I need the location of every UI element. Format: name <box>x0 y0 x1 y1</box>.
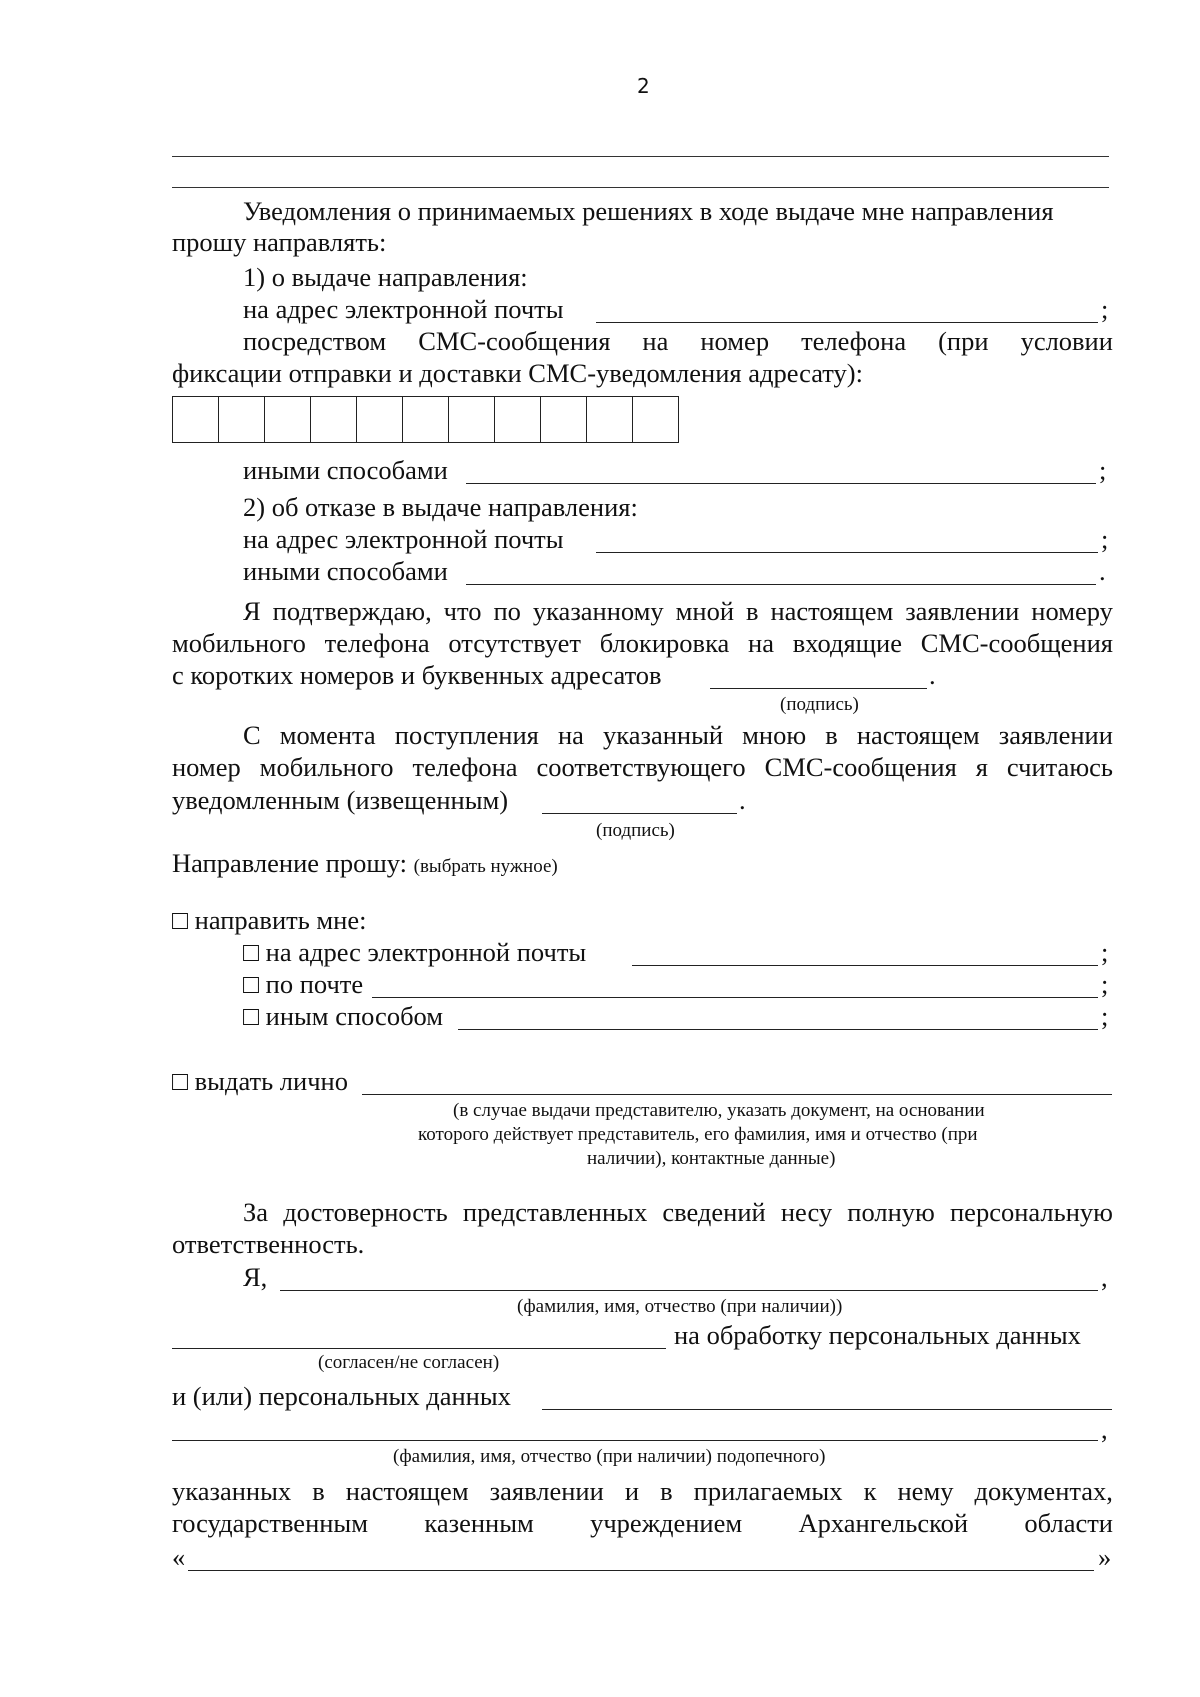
by-post-label: по почте <box>265 969 364 999</box>
word: в <box>312 1476 325 1506</box>
word: в <box>825 720 838 750</box>
word: (при <box>938 326 989 356</box>
moment-signature-caption: (подпись) <box>596 820 675 841</box>
comma: , <box>1101 1414 1108 1444</box>
consent-fio-field[interactable] <box>280 1290 1098 1291</box>
page-number: 2 <box>637 74 650 98</box>
word: телефона <box>801 326 907 356</box>
other-way-option[interactable] <box>243 1001 443 1032</box>
phone-digit-cell[interactable] <box>495 397 541 442</box>
confirm-line1 <box>243 596 1113 627</box>
semicolon: ; <box>1101 937 1109 967</box>
consent-ward-caption: (фамилия, имя, отчество (при наличии) подопечного) <box>393 1446 826 1467</box>
moment-line2 <box>172 752 1113 783</box>
word: на <box>642 326 669 356</box>
other-way-field[interactable] <box>458 1029 1098 1030</box>
institution-name-field[interactable] <box>188 1570 1094 1571</box>
word: на <box>748 628 774 658</box>
by-post-field[interactable] <box>372 997 1098 998</box>
send-me-label: направить мне: <box>194 905 367 935</box>
consent-agree-caption: (согласен/не согласен) <box>318 1352 500 1373</box>
word: За <box>243 1197 269 1227</box>
by-email-label: на адрес электронной почты <box>265 937 587 967</box>
moment-line1 <box>243 720 1113 751</box>
word: я <box>975 752 988 782</box>
blank-line-top-2[interactable] <box>172 187 1109 188</box>
item1-email-label: на адрес электронной почты <box>243 294 564 324</box>
representative-note-line2: которого действует представитель, его фамилия, имя и отчество (при <box>418 1124 978 1145</box>
semicolon: ; <box>1101 294 1109 324</box>
word: прилагаемых <box>693 1476 843 1506</box>
phone-digit-cell[interactable] <box>357 397 403 442</box>
representative-note-line3: наличии), контактные данные) <box>587 1148 836 1169</box>
confirm-signature-caption: (подпись) <box>780 694 859 715</box>
period: . <box>1099 556 1106 586</box>
consent-and-or: и (или) персональных данных <box>172 1381 511 1411</box>
confirm-line3: с коротких номеров и буквенных адресатов <box>172 660 662 690</box>
moment-signature-field[interactable] <box>542 813 737 814</box>
send-me-option[interactable] <box>172 905 367 936</box>
item2-email-field[interactable] <box>596 552 1098 553</box>
word: мобильного <box>259 752 394 782</box>
word: заявлении <box>905 596 1020 626</box>
word: в <box>660 1476 673 1506</box>
word: указанному <box>532 596 664 626</box>
word: настоящем <box>345 1476 469 1506</box>
checkbox-icon[interactable]: □ <box>172 1066 189 1096</box>
checkbox-icon[interactable]: □ <box>243 1001 260 1031</box>
word: что <box>443 596 482 626</box>
word: отсутствует <box>448 628 581 658</box>
word: СМС-сообщения <box>418 326 611 356</box>
sms-line2: фиксации отправки и доставки СМС-уведомления адресату): <box>172 358 863 388</box>
consent-final-line1 <box>172 1476 1113 1507</box>
item1-title: 1) о выдаче направления: <box>243 262 528 292</box>
word: посредством <box>243 326 387 356</box>
word: по <box>493 596 521 626</box>
word: представленных <box>462 1197 648 1227</box>
word: заявлении <box>489 1476 604 1506</box>
word: мной <box>675 596 735 626</box>
in-person-field[interactable] <box>362 1094 1112 1095</box>
word: считаюсь <box>1006 752 1113 782</box>
by-post-option[interactable] <box>243 969 363 1000</box>
delivery-heading-note: (выбрать нужное) <box>413 856 558 877</box>
phone-digit-cell[interactable] <box>449 397 495 442</box>
word: казенным <box>424 1508 534 1538</box>
word: Архангельской <box>798 1508 969 1538</box>
consent-ward-field-1[interactable] <box>542 1409 1112 1410</box>
word: документах, <box>974 1476 1113 1506</box>
phone-number-grid[interactable] <box>172 396 679 443</box>
quote-close: » <box>1098 1542 1112 1572</box>
word: области <box>1024 1508 1113 1538</box>
period: . <box>739 785 746 815</box>
word: условии <box>1020 326 1113 356</box>
word: нему <box>897 1476 954 1506</box>
checkbox-icon[interactable]: □ <box>243 969 260 999</box>
word: телефона <box>412 752 518 782</box>
responsibility-line2: ответственность. <box>172 1229 365 1259</box>
sms-line1 <box>243 326 1113 357</box>
word: СМС-сообщения <box>764 752 957 782</box>
semicolon: ; <box>1101 1001 1109 1031</box>
other-way-label: иным способом <box>265 1001 444 1031</box>
delivery-heading-text: Направление прошу: <box>172 848 407 878</box>
delivery-heading <box>172 848 558 879</box>
consent-processing: на обработку персональных данных <box>674 1320 1081 1350</box>
responsibility-line1 <box>243 1197 1113 1228</box>
phone-digit-cell[interactable] <box>219 397 265 442</box>
word: заявлении <box>998 720 1113 750</box>
word: телефона <box>324 628 430 658</box>
word: номер <box>700 326 770 356</box>
phone-digit-cell[interactable] <box>173 397 219 442</box>
blank-line-top-1[interactable] <box>172 156 1109 157</box>
checkbox-icon[interactable]: □ <box>243 937 260 967</box>
phone-digit-cell[interactable] <box>403 397 449 442</box>
word: соответствующего <box>536 752 746 782</box>
by-email-option[interactable] <box>243 937 586 968</box>
item2-other-label: иными способами <box>243 556 448 586</box>
item2-other-field[interactable] <box>466 584 1096 585</box>
word: входящие <box>792 628 902 658</box>
word: достоверность <box>283 1197 448 1227</box>
confirm-line2 <box>172 628 1113 659</box>
word: номеру <box>1031 596 1113 626</box>
word: момента <box>279 720 376 750</box>
consent-i-label: Я, <box>243 1262 268 1292</box>
by-email-field[interactable] <box>632 965 1098 966</box>
quote-open: « <box>172 1542 186 1572</box>
word: Я <box>243 596 261 626</box>
word: С <box>243 720 261 750</box>
notify-intro-line1: Уведомления о принимаемых решениях в ходе выдаче мне направления <box>243 196 1054 226</box>
word: мобильного <box>172 628 306 658</box>
semicolon: ; <box>1101 524 1109 554</box>
comma: , <box>1101 1262 1108 1292</box>
item1-other-label: иными способами <box>243 455 448 485</box>
moment-line3: уведомленным (извещенным) <box>172 785 509 815</box>
in-person-label: выдать лично <box>194 1066 348 1096</box>
consent-ward-field-2[interactable] <box>172 1440 1098 1441</box>
item2-email-label: на адрес электронной почты <box>243 524 564 554</box>
word: мною <box>742 720 807 750</box>
word: персональную <box>950 1197 1113 1227</box>
confirm-signature-field[interactable] <box>710 688 927 689</box>
item1-email-field[interactable] <box>596 322 1098 323</box>
word: и <box>624 1476 640 1506</box>
period: . <box>929 660 936 690</box>
word: в <box>745 596 759 626</box>
word: указанных <box>172 1476 292 1506</box>
phone-digit-cell[interactable] <box>587 397 633 442</box>
semicolon: ; <box>1101 969 1109 999</box>
word: несу <box>780 1197 833 1227</box>
word: государственным <box>172 1508 369 1538</box>
word: учреждением <box>590 1508 743 1538</box>
consent-agree-field[interactable] <box>172 1348 666 1349</box>
item1-other-field[interactable] <box>466 483 1096 484</box>
word: номер <box>172 752 241 782</box>
item2-title: 2) об отказе в выдаче направления: <box>243 492 638 522</box>
phone-digit-cell[interactable] <box>541 397 587 442</box>
word: подтверждаю, <box>272 596 432 626</box>
word: полную <box>847 1197 935 1227</box>
checkbox-icon[interactable]: □ <box>172 905 189 935</box>
semicolon: ; <box>1099 455 1107 485</box>
word: к <box>863 1476 877 1506</box>
representative-note-line1: (в случае выдачи представителю, указать документ, на основании <box>453 1100 985 1121</box>
in-person-option[interactable] <box>172 1066 348 1097</box>
phone-digit-cell[interactable] <box>633 397 678 442</box>
phone-digit-cell[interactable] <box>311 397 357 442</box>
word: СМС-сообщения <box>920 628 1113 658</box>
phone-digit-cell[interactable] <box>265 397 311 442</box>
consent-final-line2 <box>172 1508 1113 1539</box>
word: указанный <box>602 720 724 750</box>
word: на <box>557 720 584 750</box>
consent-fio-caption: (фамилия, имя, отчество (при наличии)) <box>517 1296 843 1317</box>
word: настоящем <box>856 720 980 750</box>
notify-intro-line2: прошу направлять: <box>172 227 387 257</box>
word: блокировка <box>599 628 730 658</box>
word: настоящем <box>770 596 894 626</box>
word: сведений <box>662 1197 766 1227</box>
word: поступления <box>394 720 539 750</box>
